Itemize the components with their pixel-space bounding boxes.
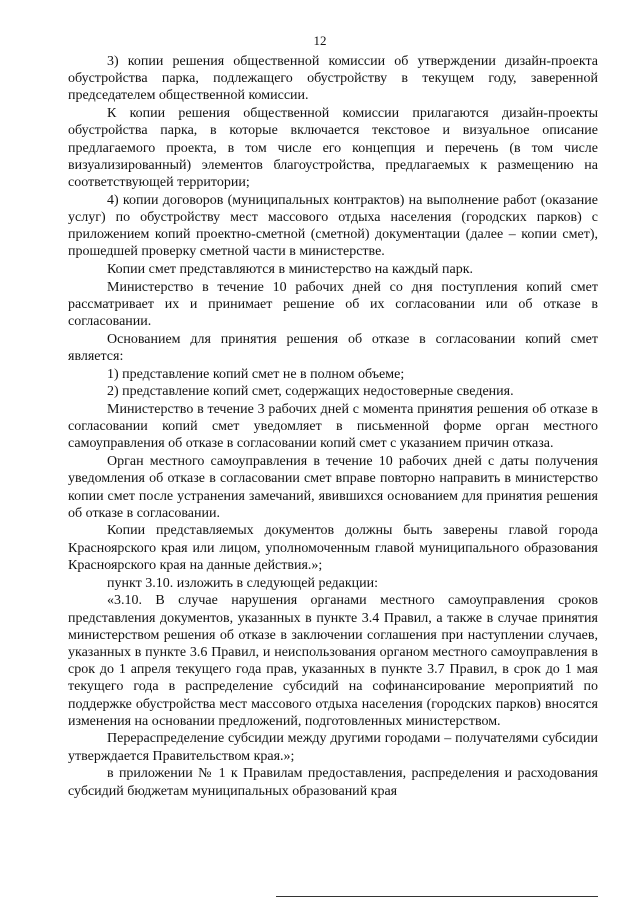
paragraph-refusal-ground-2: 2) представление копий смет, содержащих недостоверные сведения. — [107, 384, 514, 400]
paragraph-appendix-1: в приложении № 1 к Правилам предоставления, распределения и расходования субсидий бюджетам муниципальных образований края — [68, 766, 598, 799]
paragraph-estimates-per-park: Копии смет представляются в министерство на каждый парк. — [107, 261, 474, 277]
page-bottom-divider — [276, 896, 598, 897]
paragraph-design-projects: К копии решения общественной комиссии прилагаются дизайн-проекты обустройства парка, в которые включается текстовое и визуальное описание предлагаемого проекта, в том числе его концепция и перечень (в том числе визуализированный) элементов благоустройства, предлагаемых к размещению на соответствующей территории; — [68, 106, 598, 190]
page-number: 12 — [313, 33, 327, 48]
document-body — [68, 53, 598, 800]
paragraph-point-3-10-intro: пункт 3.10. изложить в следующей редакции: — [107, 575, 378, 591]
paragraph-refusal-grounds: Основанием для принятия решения об отказе в согласовании копий смет является: — [68, 331, 598, 364]
paragraph-refusal-ground-1: 1) представление копий смет не в полном объеме; — [107, 366, 405, 382]
paragraph-item-4: 4) копии договоров (муниципальных контрактов) на выполнение работ (оказание услуг) по обустройству мест массового отдыха населения (городских парков) с приложением копий проектно-сметной (сметной) документации (далее – копии смет), прошедшей проверку сметной части в министерстве. — [68, 192, 598, 260]
paragraph-notification: Министерство в течение 3 рабочих дней с момента принятия решения об отказе в согласовании копий смет уведомляет в письменной форме орган местного самоуправления об отказе в согласовании копий смет с указанием причин отказа. — [68, 402, 598, 452]
paragraph-resubmission: Орган местного самоуправления в течение 10 рабочих дней с даты получения уведомления об отказе в согласовании смет вправе повторно направить в министерство копии смет после устранения замечаний, явившихся основанием для принятия решения об отказе в согласовании. — [68, 454, 598, 521]
paragraph-redistribution: Перераспределение субсидии между другими городами – получателями субсидии утверждается Правительством края.»; — [68, 731, 598, 764]
paragraph-item-3: 3) копии решения общественной комиссии об утверждении дизайн-проекта обустройства парка, подлежащего обустройству в текущем году, заверенной председателем общественной комиссии. — [68, 54, 598, 104]
paragraph-point-3-10: «3.10. В случае нарушения органами местного самоуправления сроков представления документов, указанных в пункте 3.4 Правил, а также в случае принятия министерством решения об отказе в заключении соглашения при наступлении случаев, указанных в пункте 3.6 Правил, и неиспользования органом местного самоуправления в срок до 1 апреля текущего года прав, указанных в пункте 3.7 Правил, в срок до 1 мая текущего года в распределение субсидий на софинансирование мероприятий по поддержке обустройства мест массового отдыха населения (городских парков) вносятся изменения на основании предложений, подготовленных министерством. — [68, 593, 598, 729]
paragraph-certification: Копии представляемых документов должны быть заверены главой города Красноярского края или лицом, уполномоченным главой муниципального образования Красноярского края на данные действия.»; — [68, 523, 598, 573]
paragraph-ministry-review: Министерство в течение 10 рабочих дней со дня поступления копий смет рассматривает их и принимает решение об их согласовании или об отказе в согласовании. — [68, 279, 598, 330]
